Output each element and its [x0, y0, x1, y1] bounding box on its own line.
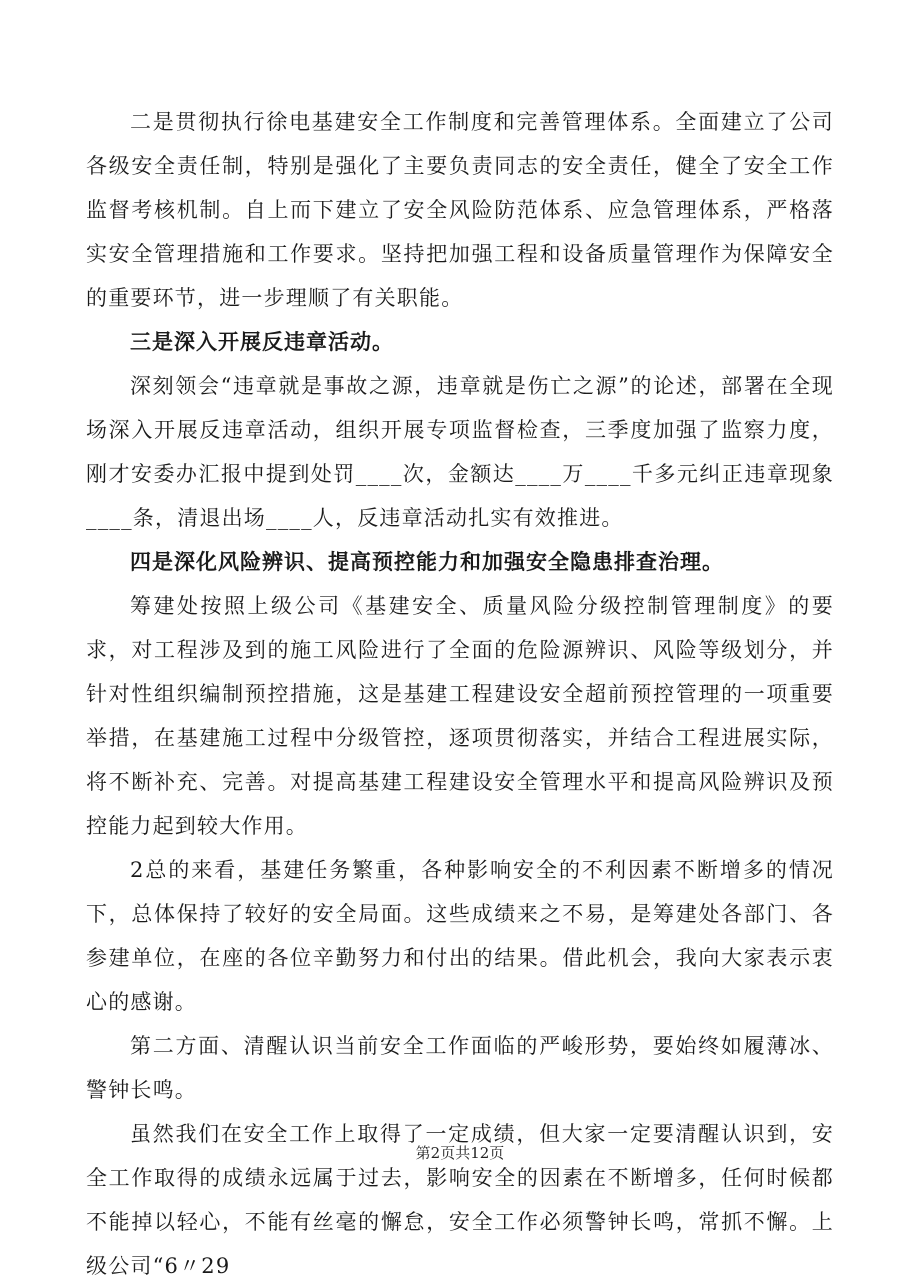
paragraph-safety-system: 二是贯彻执行徐电基建安全工作制度和完善管理体系。全面建立了公司各级安全责任制，特别是强化了主要负责同志的安全责任，健全了安全工作监督考核机制。自上而下建立了安全风险防范体系、应急管理体系，严格落实安全管理措施和工作要求。坚持把加强工程和设备质量管理作为保障安全的重要环节，进一步理顺了有关职能。 — [86, 110, 834, 310]
paragraph-second-aspect: 第二方面、清醒认识当前安全工作面临的严峻形势，要始终如履薄冰、警钟长鸣。 — [86, 1034, 834, 1102]
paragraph-vigilance: 虽然我们在安全工作上取得了一定成绩，但大家一定要清醒认识到，安全工作取得的成绩永远属于过去，影响安全的因素在不断增多，任何时候都不能掉以轻心，不能有丝毫的懈怠，安全工作必须警钟长鸣，常抓不懈。上级公司“6〃29 — [86, 1122, 834, 1278]
paragraph-summary: 2总的来看，基建任务繁重，各种影响安全的不利因素不断增多的情况下，总体保持了较好的安全局面。这些成绩来之不易，是筹建处各部门、各参建单位，在座的各位辛勤努力和付出的结果。借此机会，我向大家表示衷心的感谢。 — [86, 858, 834, 1014]
page-number-footer: 第2页共12页 — [415, 1144, 505, 1162]
document-body — [86, 100, 834, 1288]
heading-risk-identification: 四是深化风险辨识、提高预控能力和加强安全隐患排查治理。 — [130, 550, 724, 574]
paragraph-anti-violation: 深刻领会“违章就是事故之源，违章就是伤亡之源”的论述，部署在全现场深入开展反违章活动，组织开展专项监督检查，三季度加强了监察力度，刚才安委办汇报中提到处罚____次，金额达____万____千多元纠正违章现象____条，清退出场____人，反违章活动扎实有效推进。 — [86, 374, 834, 530]
heading-anti-violation: 三是深入开展反违章活动。 — [130, 330, 394, 354]
paragraph-risk-identification: 筹建处按照上级公司《基建安全、质量风险分级控制管理制度》的要求，对工程涉及到的施工风险进行了全面的危险源辨识、风险等级划分，并针对性组织编制预控措施，这是基建工程建设安全超前预控管理的一项重要举措，在基建施工过程中分级管控，逐项贯彻落实，并结合工程进展实际，将不断补充、完善。对提高基建工程建设安全管理水平和提高风险辨识及预控能力起到较大作用。 — [86, 594, 834, 838]
